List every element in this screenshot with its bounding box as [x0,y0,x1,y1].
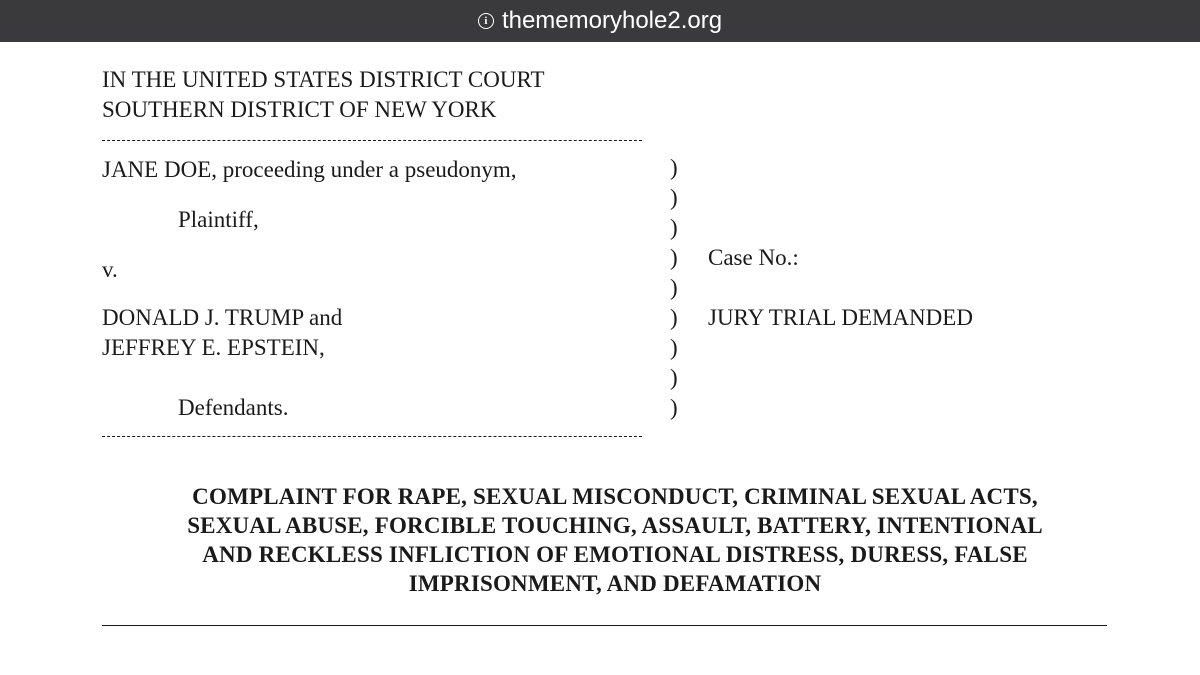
court-line-2: SOUTHERN DISTRICT OF NEW YORK [102,97,497,122]
plaintiff-label: Plaintiff, [178,207,259,232]
url-text: thememoryhole2.org [501,7,723,34]
defendants-label: Defendants. [178,395,289,420]
caption-paren: ) [670,395,678,420]
url-display[interactable] [478,7,722,35]
caption-paren: ) [670,305,678,330]
versus-label: v. [102,257,118,282]
info-circle-icon[interactable]: i [478,13,494,29]
title-underline-rule [102,625,1107,626]
caption-paren: ) [670,245,678,270]
defendant-line-2: JEFFREY E. EPSTEIN, [102,335,325,360]
complaint-title-line: AND RECKLESS INFLICTION OF EMOTIONAL DISTRESS, DURESS, FALSE [202,542,1028,567]
document-page [0,42,1200,675]
caption-paren: ) [670,275,678,300]
caption-paren: ) [670,335,678,360]
complaint-title-line: COMPLAINT FOR RAPE, SEXUAL MISCONDUCT, CRIMINAL SEXUAL ACTS, [192,484,1038,509]
complaint-title [100,482,1130,598]
jury-trial-label: JURY TRIAL DEMANDED [708,305,973,330]
caption-paren: ) [670,155,678,180]
caption-top-divider [102,140,642,141]
case-number-label: Case No.: [708,245,799,270]
caption-paren: ) [670,215,678,240]
address-bar[interactable] [0,0,1200,42]
court-line-1: IN THE UNITED STATES DISTRICT COURT [102,67,545,92]
defendant-line-1: DONALD J. TRUMP and [102,305,343,330]
caption-paren: ) [670,365,678,390]
plaintiff-name: JANE DOE, proceeding under a pseudonym, [102,157,517,182]
caption-bottom-divider [102,436,642,437]
complaint-title-line: IMPRISONMENT, AND DEFAMATION [408,571,822,596]
complaint-title-line: SEXUAL ABUSE, FORCIBLE TOUCHING, ASSAULT, BATTERY, INTENTIONAL [187,513,1043,538]
caption-paren: ) [670,185,678,210]
